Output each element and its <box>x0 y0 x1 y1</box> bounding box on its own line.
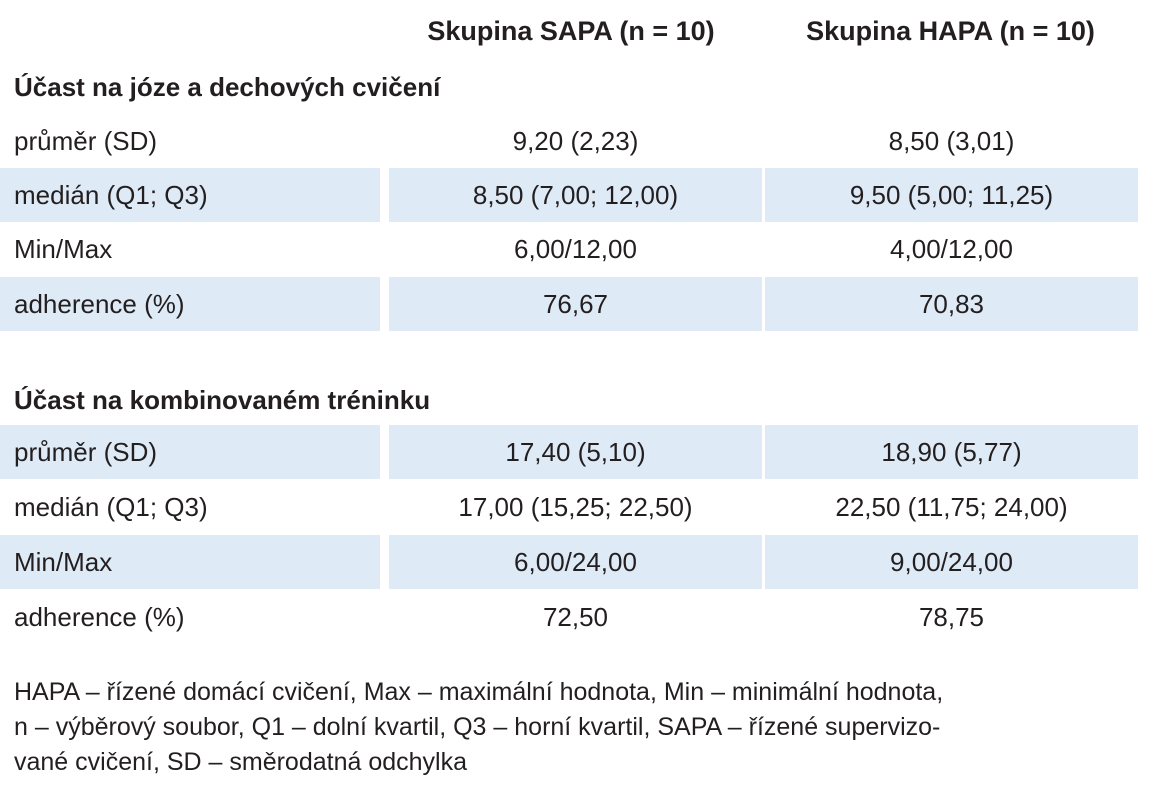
hapa-value: 70,83 <box>765 277 1138 331</box>
hapa-value: 18,90 (5,77) <box>765 425 1138 479</box>
hapa-value: 8,50 (3,01) <box>888 126 1015 156</box>
row-label: medián (Q1; Q3) <box>14 492 208 522</box>
footnote-line: vané cvičení, SD – směrodatná odchylka <box>14 748 468 776</box>
table-row <box>0 114 1153 168</box>
table-row <box>0 480 1153 534</box>
table-row <box>0 168 1153 222</box>
hapa-value: 4,00/12,00 <box>890 234 1013 264</box>
table-row <box>0 425 1153 479</box>
row-label: adherence (%) <box>14 602 185 632</box>
sapa-value: 9,20 (2,23) <box>512 126 639 156</box>
sapa-value: 6,00/12,00 <box>514 234 637 264</box>
hapa-value: 22,50 (11,75; 24,00) <box>835 492 1068 522</box>
section-title-combined-training: Účast na kombinovaném tréninku <box>14 385 431 415</box>
table-row <box>0 535 1153 589</box>
table-footnote <box>14 675 1144 780</box>
hapa-value: 9,50 (5,00; 11,25) <box>765 168 1138 222</box>
section-title-yoga: Účast na józe a dechových cvičení <box>14 72 441 102</box>
footnote-line: n – výběrový soubor, Q1 – dolní kvartil, Q3 – horní kvartil, SAPA – řízené supervizo- <box>14 713 941 741</box>
row-label: průměr (SD) <box>14 126 158 156</box>
sapa-value: 8,50 (7,00; 12,00) <box>389 168 762 222</box>
column-header-hapa: Skupina HAPA (n = 10) <box>806 16 1095 46</box>
sapa-value: 72,50 <box>542 602 609 632</box>
table-row <box>0 277 1153 331</box>
sapa-value: 76,67 <box>389 277 762 331</box>
row-label: adherence (%) <box>0 277 380 331</box>
table-row <box>0 222 1153 276</box>
column-header-sapa: Skupina SAPA (n = 10) <box>427 16 715 46</box>
hapa-value: 78,75 <box>918 602 985 632</box>
table-row <box>0 590 1153 644</box>
footnote-line: HAPA – řízené domácí cvičení, Max – maximální hodnota, Min – minimální hodnota, <box>14 678 944 706</box>
sapa-value: 17,00 (15,25; 22,50) <box>458 492 693 522</box>
row-label: Min/Max <box>0 535 380 589</box>
row-label: průměr (SD) <box>0 425 380 479</box>
row-label: Min/Max <box>14 234 113 264</box>
sapa-value: 6,00/24,00 <box>389 535 762 589</box>
row-label: medián (Q1; Q3) <box>0 168 380 222</box>
hapa-value: 9,00/24,00 <box>765 535 1138 589</box>
sapa-value: 17,40 (5,10) <box>389 425 762 479</box>
